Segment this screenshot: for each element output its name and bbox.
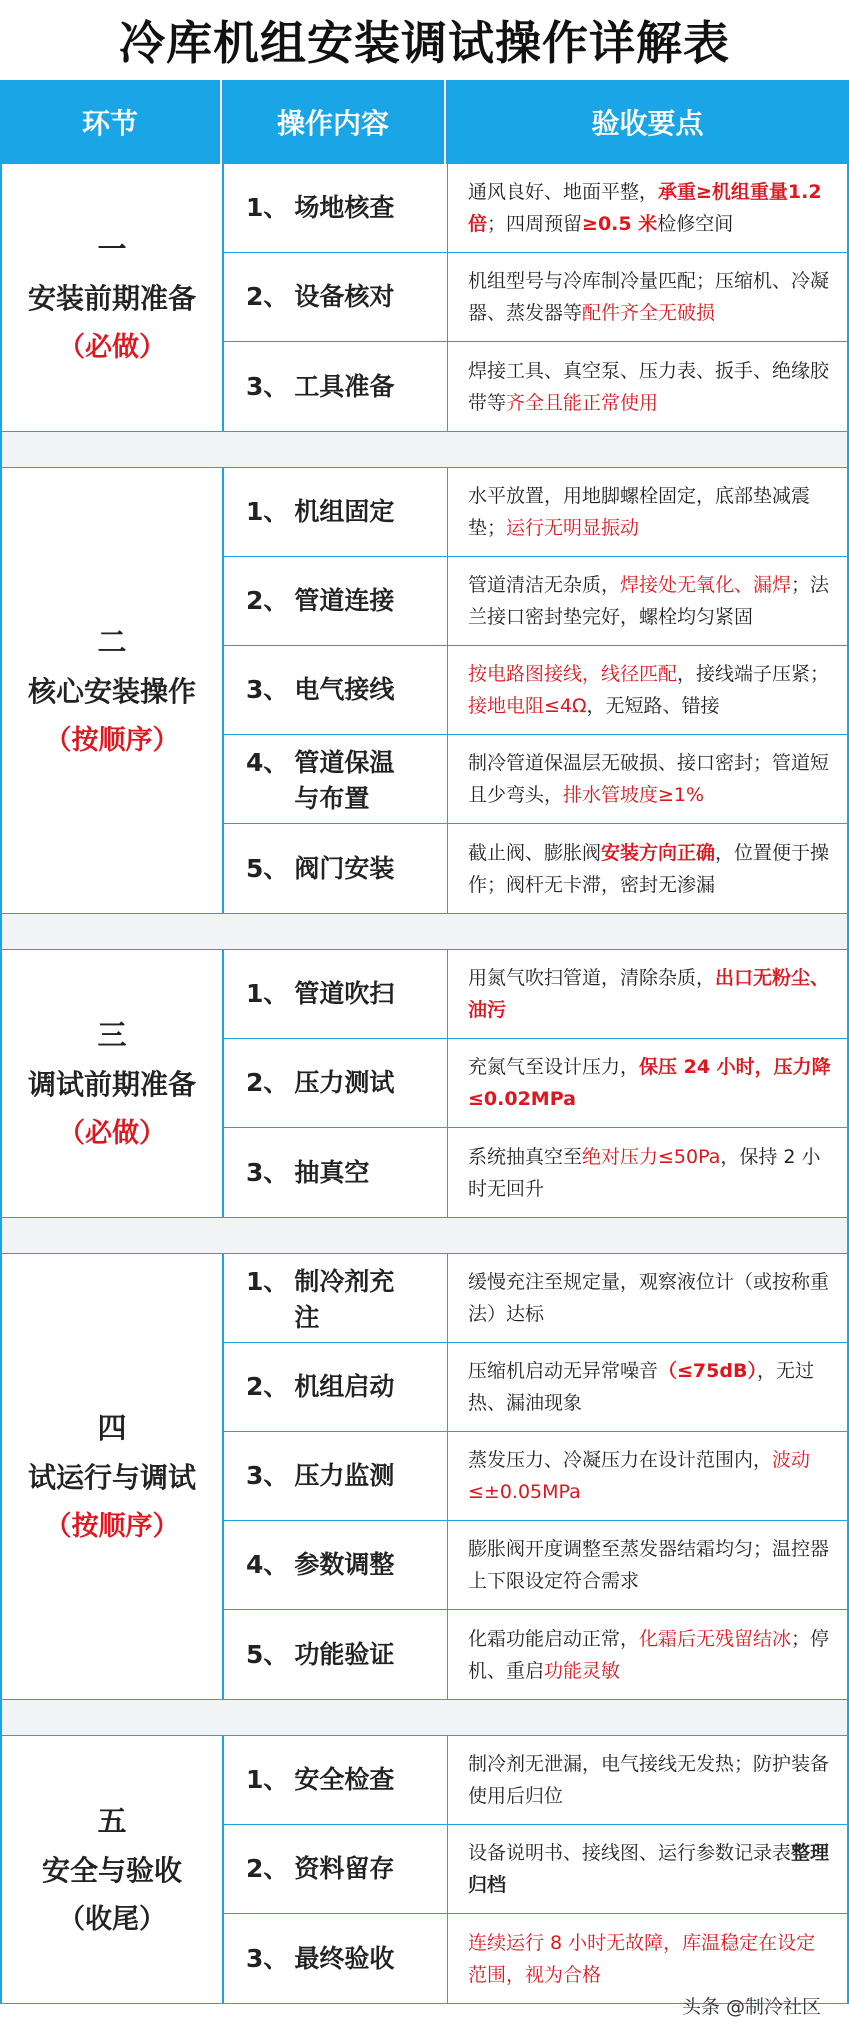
phase-name: 核心安装操作: [27, 674, 196, 708]
acceptance-cell: [448, 1914, 847, 2003]
acceptance-cell: [448, 824, 847, 913]
acceptance-fragment: 缓慢充注至规定量，观察液位计（或按称重法）达标: [468, 1271, 830, 1325]
step-index: 1、: [246, 193, 289, 222]
acceptance-text: [468, 1837, 833, 1901]
acceptance-text: [468, 176, 833, 240]
operation-label: 管道连接: [294, 586, 395, 615]
acceptance-fragment: 焊接工具、真空泵、压力表、扳手、绝缘胶带等: [468, 359, 830, 414]
phase-name: 调试前期准备: [27, 1067, 196, 1101]
acceptance-cell: [448, 1432, 847, 1520]
table-row: [224, 646, 847, 735]
acceptance-fragment: ，无过热、漏油现象: [468, 1360, 814, 1414]
table-row: [224, 1736, 847, 1825]
phase-name: 试运行与调试: [27, 1460, 196, 1494]
acceptance-cell: [448, 1610, 847, 1699]
table-row: [224, 164, 847, 253]
step-index: 5、: [246, 853, 289, 883]
operation-cell: [224, 1254, 448, 1342]
phase-cell: [2, 950, 224, 1217]
operation-cell: [224, 1610, 448, 1699]
table-header: [0, 80, 849, 164]
acceptance-cell: [448, 1521, 847, 1609]
phase-number: 三: [97, 1017, 127, 1052]
operation-cell: [224, 342, 448, 431]
acceptance-fragment: ≥0.5 米: [582, 213, 658, 235]
operation-cell: [224, 1914, 448, 2003]
acceptance-fragment: 安装方向正确: [601, 841, 716, 864]
acceptance-fragment: 连续运行 8 小时无故障，库温稳定在设定范围，视为合格: [468, 1931, 816, 1986]
table-section: [2, 468, 847, 914]
table-row: [224, 1610, 847, 1699]
operation-cell: [224, 1343, 448, 1431]
step-index: 4、: [246, 1550, 289, 1579]
acceptance-fragment: 齐全且能正常使用: [506, 391, 659, 414]
phase-note: （必做）: [58, 331, 166, 363]
table-row: [224, 1254, 847, 1343]
acceptance-fragment: 出口无粉尘、油污: [468, 967, 830, 1021]
phase-cell: [2, 164, 224, 431]
acceptance-text: [468, 1927, 833, 1991]
operation-label: 最终验收: [294, 1943, 395, 1973]
operation-label: 资料留存: [294, 1854, 395, 1883]
acceptance-fragment: ，位置便于操作；阀杆无卡滞，密封无渗漏: [468, 841, 830, 896]
step-index: 3、: [246, 1461, 289, 1490]
operation-label: 设备核对: [294, 282, 395, 311]
table-row: [224, 557, 847, 646]
phase-name: 安全与验收: [41, 1853, 182, 1887]
operation-cell: [224, 468, 448, 556]
table-row: [224, 253, 847, 342]
acceptance-text: [468, 837, 833, 901]
table-row: [224, 950, 847, 1039]
acceptance-cell: [448, 468, 847, 556]
acceptance-fragment: 化霜功能启动正常，: [468, 1627, 640, 1650]
acceptance-fragment: 排水管坡度≥1%: [563, 784, 705, 806]
phase-cell: [2, 1736, 224, 2003]
acceptance-text: [468, 1266, 833, 1330]
phase-note: （按顺序）: [44, 1510, 180, 1542]
acceptance-cell: [448, 1039, 847, 1127]
operation-cell: [224, 557, 448, 645]
operation-cell: [224, 1825, 448, 1913]
phase-number: 四: [97, 1410, 127, 1445]
phase-name: 安装前期准备: [27, 281, 196, 315]
step-index: 2、: [246, 1372, 289, 1401]
section-divider: [2, 1700, 847, 1736]
table-row: [224, 824, 847, 913]
acceptance-cell: [448, 1736, 847, 1824]
table-section: [2, 1736, 847, 2004]
table-row: [224, 1825, 847, 1914]
acceptance-fragment: 接地电阻≤4Ω: [468, 695, 587, 717]
acceptance-fragment: ，保持 2 小时无回升: [468, 1145, 821, 1200]
acceptance-fragment: 系统抽真空至: [468, 1145, 583, 1168]
phase-note: （按顺序）: [44, 724, 180, 756]
step-index: 2、: [246, 282, 289, 311]
table-row: [224, 1432, 847, 1521]
acceptance-fragment: 蒸发压力、冷凝压力在设计范围内，: [468, 1449, 773, 1471]
operation-label: 压力监测: [294, 1461, 395, 1490]
table-row: [224, 468, 847, 557]
acceptance-cell: [448, 735, 847, 823]
acceptance-text: [468, 355, 833, 419]
acceptance-fragment: 承重≥机组重量1.2倍: [468, 181, 822, 235]
step-index: 3、: [246, 675, 289, 704]
acceptance-cell: [448, 164, 847, 252]
acceptance-text: [468, 1141, 833, 1205]
operation-cell: [224, 1128, 448, 1217]
operation-label: 机组固定: [294, 497, 395, 526]
acceptance-text: [468, 1533, 833, 1597]
acceptance-cell: [448, 1254, 847, 1342]
acceptance-fragment: ；四周预留: [487, 213, 583, 235]
acceptance-text: [468, 658, 833, 722]
section-rows: [224, 1254, 847, 1699]
acceptance-text: [468, 1355, 833, 1419]
step-index: 5、: [246, 1639, 289, 1669]
table-row: [224, 1039, 847, 1128]
acceptance-fragment: 机组型号与冷库制冷量匹配；压缩机、冷凝器、蒸发器等: [468, 270, 830, 324]
acceptance-cell: [448, 253, 847, 341]
acceptance-cell: [448, 1825, 847, 1913]
acceptance-fragment: 功能灵敏: [544, 1659, 621, 1682]
acceptance-fragment: 焊接处无氧化、漏焊: [620, 574, 792, 596]
acceptance-fragment: 用氮气吹扫管道，清除杂质，: [468, 967, 716, 989]
acceptance-fragment: 管道清洁无杂质，: [468, 574, 621, 596]
acceptance-fragment: ；停机、重启: [468, 1627, 830, 1682]
acceptance-text: [468, 747, 833, 811]
section-rows: [224, 164, 847, 431]
acceptance-fragment: 充氮气至设计压力，: [468, 1056, 640, 1078]
phase-cell: [2, 468, 224, 913]
acceptance-fragment: 绝对压力≤50Pa: [582, 1145, 721, 1168]
acceptance-cell: [448, 646, 847, 734]
table-section: [2, 950, 847, 1218]
section-rows: [224, 1736, 847, 2003]
header-acceptance: 验收要点: [591, 107, 704, 140]
step-index: 1、: [246, 979, 289, 1008]
procedure-table: [0, 164, 849, 2004]
step-index: 3、: [246, 1157, 289, 1187]
acceptance-fragment: 膨胀阀开度调整至蒸发器结霜均匀；温控器上下限设定符合需求: [468, 1538, 830, 1592]
operation-label: 压力测试: [294, 1068, 395, 1097]
acceptance-fragment: 通风良好、地面平整，: [468, 181, 659, 203]
acceptance-text: [468, 1444, 833, 1508]
operation-cell: [224, 1736, 448, 1824]
operation-cell: [224, 253, 448, 341]
acceptance-fragment: 制冷剂无泄漏，电气接线无发热；防护装备使用后归位: [468, 1753, 830, 1807]
table-row: [224, 735, 847, 824]
acceptance-text: [468, 569, 833, 633]
acceptance-fragment: ，接线端子压紧；: [677, 663, 830, 685]
acceptance-fragment: 波动≤±0.05MPa: [468, 1449, 811, 1503]
acceptance-fragment: ，无短路、错接: [586, 695, 720, 717]
operation-label: 管道保温与布置: [294, 748, 395, 813]
operation-label: 参数调整: [294, 1550, 395, 1579]
acceptance-text: [468, 962, 833, 1026]
step-index: 2、: [246, 1068, 289, 1097]
acceptance-fragment: 配件齐全无破损: [582, 302, 716, 324]
phase-note: （必做）: [58, 1117, 166, 1149]
table-row: [224, 1914, 847, 2003]
section-divider: [2, 1218, 847, 1254]
acceptance-fragment: 保压 24 小时，压力降≤0.02MPa: [468, 1056, 831, 1110]
step-index: 3、: [246, 371, 289, 401]
header-phase: 环节: [0, 80, 222, 164]
acceptance-cell: [448, 342, 847, 431]
section-rows: [224, 468, 847, 913]
step-index: 4、: [246, 748, 289, 777]
operation-cell: [224, 735, 448, 823]
acceptance-fragment: 运行无明显振动: [506, 517, 640, 539]
operation-label: 工具准备: [294, 371, 395, 401]
header-operation: 操作内容: [222, 80, 446, 164]
phase-note: （收尾）: [58, 1903, 166, 1935]
operation-cell: [224, 646, 448, 734]
acceptance-cell: [448, 1128, 847, 1217]
table-row: [224, 1343, 847, 1432]
table-section: [2, 164, 847, 432]
step-index: 2、: [246, 1854, 289, 1883]
step-index: 1、: [246, 1765, 289, 1794]
step-index: 1、: [246, 497, 289, 526]
acceptance-fragment: 整理归档: [468, 1842, 830, 1896]
phase-cell: [2, 1254, 224, 1699]
acceptance-fragment: 压缩机启动无异常噪音: [468, 1360, 659, 1382]
acceptance-cell: [448, 557, 847, 645]
section-divider: [2, 914, 847, 950]
operation-cell: [224, 164, 448, 252]
operation-cell: [224, 950, 448, 1038]
acceptance-fragment: （≤75dB）: [658, 1360, 757, 1382]
acceptance-fragment: ；法兰接口密封垫完好，螺栓均匀紧固: [468, 574, 830, 628]
operation-label: 抽真空: [294, 1157, 370, 1187]
acceptance-text: [468, 1051, 833, 1115]
operation-label: 管道吹扫: [294, 979, 395, 1008]
operation-cell: [224, 824, 448, 913]
acceptance-fragment: 检修空间: [657, 213, 734, 235]
table-row: [224, 1128, 847, 1217]
acceptance-cell: [448, 950, 847, 1038]
acceptance-cell: [448, 1343, 847, 1431]
section-rows: [224, 950, 847, 1217]
acceptance-fragment: 截止阀、膨胀阀: [468, 841, 602, 864]
step-index: 2、: [246, 586, 289, 615]
operation-label: 场地核查: [294, 193, 395, 222]
acceptance-text: [468, 265, 833, 329]
operation-label: 机组启动: [294, 1372, 395, 1401]
table-row: [224, 1521, 847, 1610]
acceptance-fragment: 水平放置，用地脚螺栓固定，底部垫减震垫；: [468, 485, 811, 539]
phase-number: 五: [97, 1803, 127, 1838]
operation-cell: [224, 1039, 448, 1127]
acceptance-fragment: 按电路图接线，线径匹配: [468, 663, 678, 685]
watermark: 头条 @制冷社区: [681, 1996, 821, 2018]
acceptance-fragment: 设备说明书、接线图、运行参数记录表: [468, 1842, 792, 1864]
operation-label: 电气接线: [294, 675, 395, 704]
table-section: [2, 1254, 847, 1700]
operation-label: 安全检查: [294, 1765, 395, 1794]
step-index: 3、: [246, 1943, 289, 1973]
section-divider: [2, 432, 847, 468]
phase-number: 二: [97, 624, 127, 659]
operation-cell: [224, 1521, 448, 1609]
table-row: [224, 342, 847, 431]
acceptance-text: [468, 1748, 833, 1812]
acceptance-text: [468, 1623, 833, 1687]
page-title: 冷库机组安装调试操作详解表: [119, 16, 730, 70]
operation-label: 制冷剂充注: [294, 1267, 395, 1332]
acceptance-fragment: 化霜后无残留结冰: [639, 1627, 792, 1650]
acceptance-fragment: 制冷管道保温层无破损、接口密封；管道短且少弯头，: [468, 752, 830, 806]
step-index: 1、: [246, 1267, 289, 1296]
operation-label: 阀门安装: [294, 853, 395, 883]
phase-number: 一: [97, 231, 127, 266]
operation-label: 功能验证: [294, 1639, 395, 1669]
acceptance-text: [468, 480, 833, 544]
operation-cell: [224, 1432, 448, 1520]
